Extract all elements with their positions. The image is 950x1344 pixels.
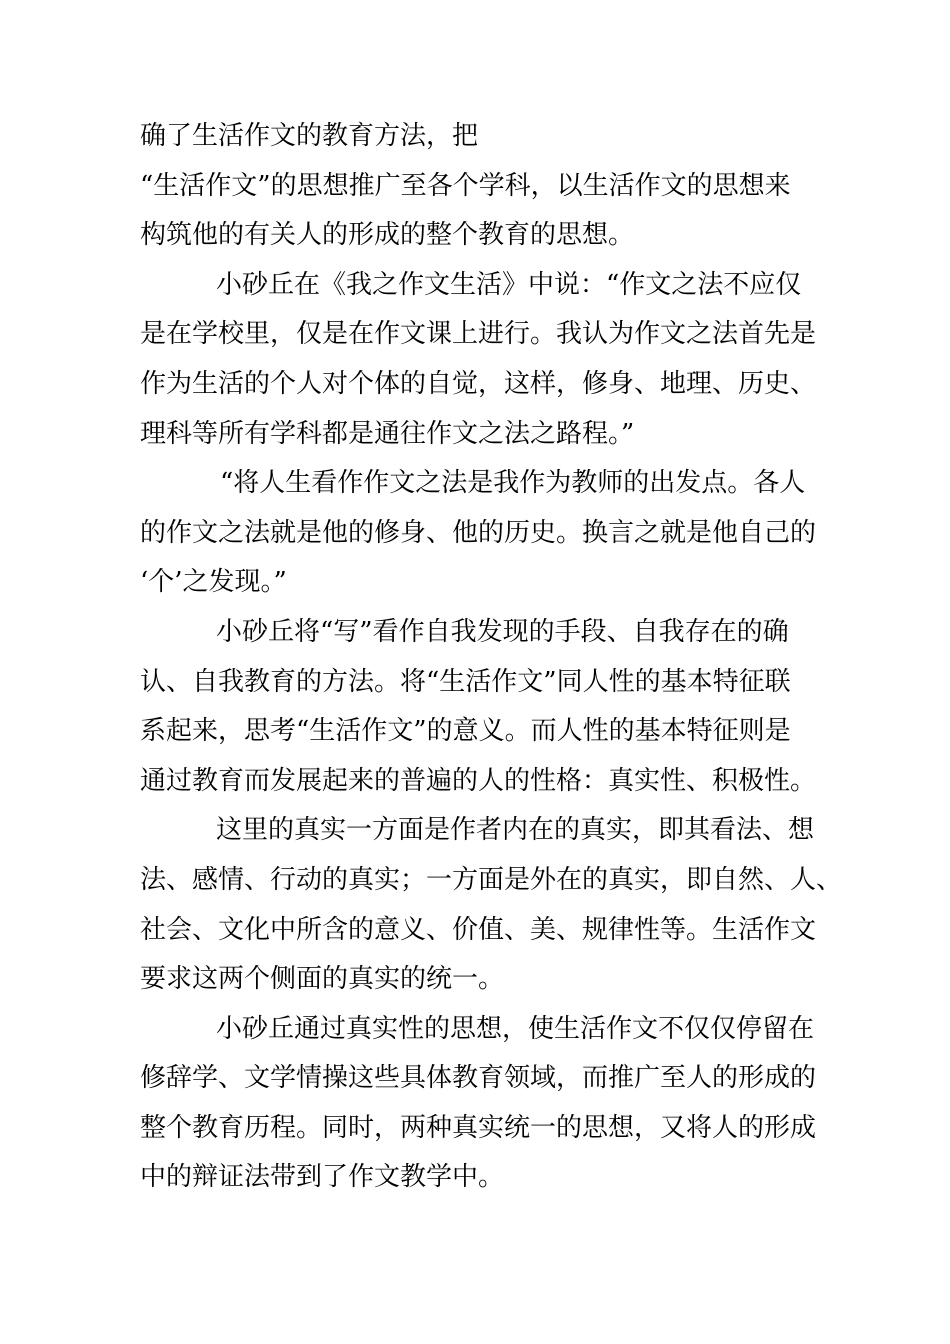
text-line: 理科等所有学科都是通往作文之法之路程。” [140,418,635,449]
text-line: 社会、文化中所含的意义、价值、美、规律性等。生活作文 [140,914,817,945]
paragraph-start-line: “将人生看作作文之法是我作为教师的出发点。各人 [220,468,806,499]
paragraph-start-line: 小砂丘通过真实性的思想，使生活作文不仅仅停留在 [216,1013,815,1044]
text-line: 确了生活作文的教育方法，把 [140,121,479,151]
text-line: “生活作文”的思想推广至各个学科，以生活作文的思想来 [140,170,791,201]
body-text [140,112,843,1203]
paragraph-start-line: 小砂丘在《我之作文生活》中说：“作文之法不应仅 [216,269,802,300]
text-line: 系起来，思考“生活作文”的意义。而人性的基本特征则是 [140,716,791,747]
text-line: 的作文之法就是他的修身、他的历史。换言之就是他自己的 [140,517,817,548]
text-line: 通过教育而发展起来的普遍的人的性格：真实性、积极性。 [140,765,817,796]
text-line: 法、感情、行动的真实；一方面是外在的真实，即自然、人、 [140,864,843,895]
text-line: 整个教育历程。同时，两种真实统一的思想，又将人的形成 [140,1112,817,1143]
text-line: 要求这两个侧面的真实的统一。 [140,964,505,995]
text-line: 是在学校里，仅是在作文课上进行。我认为作文之法首先是 [140,319,817,350]
paragraph-start-line: 这里的真实一方面是作者内在的真实，即其看法、想 [216,815,815,846]
text-line: 修辞学、文学情操这些具体教育领域，而推广至人的形成的 [140,1063,817,1094]
text-line: 构筑他的有关人的形成的整个教育的思想。 [140,220,635,251]
text-line: 中的辩证法带到了作文教学中。 [140,1162,505,1193]
text-line: 作为生活的个人对个体的自觉，这样，修身、地理、历史、 [140,368,817,399]
text-line: 认、自我教育的方法。将“生活作文”同人性的基本特征联 [140,666,791,697]
paragraph-start-line: 小砂丘将“写”看作自我发现的手段、自我存在的确 [216,616,789,647]
text-line: ‘个’之发现。” [140,567,287,598]
